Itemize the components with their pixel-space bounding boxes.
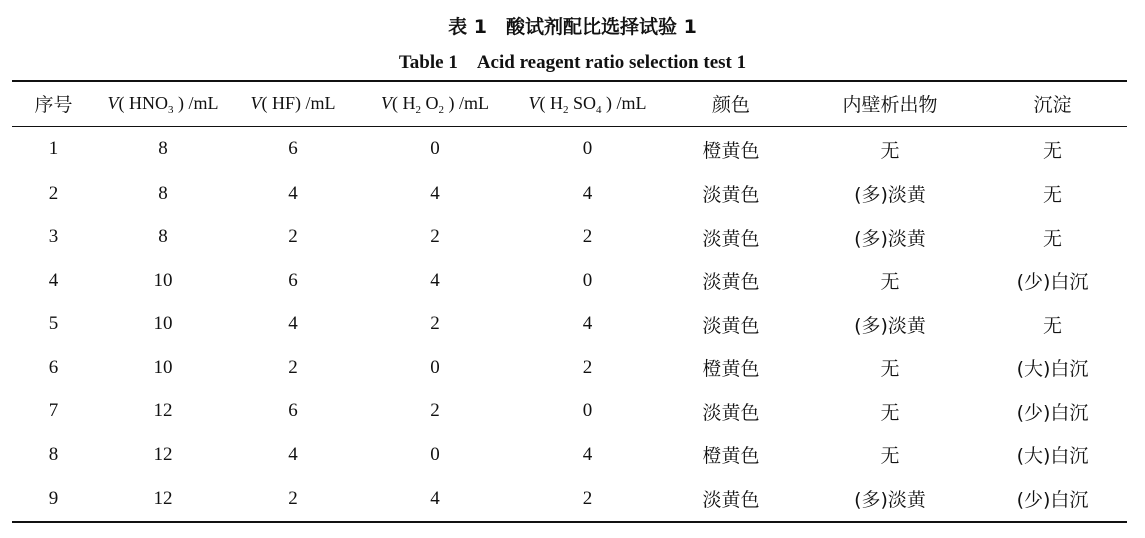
cell-hf: 2 [288,356,298,378]
cell-color: 淡黄色 [702,314,760,337]
col-header-hno3: V( $HNO_3$ ) /mL [95,81,231,126]
col-header-hf: V( HF) /mL [231,81,355,126]
cell-hno3: 10 [153,313,173,335]
cell-precip: 无 [1042,139,1062,162]
table-row [12,346,1127,390]
cell-h2o2: 2 [430,313,440,335]
cell-hno3: 10 [153,269,173,291]
cell-h2o2: 4 [430,269,440,291]
cell-color: 橙黄色 [702,358,760,381]
cell-hno3: 12 [153,400,173,422]
cell-wall: (多)淡黄 [802,477,978,522]
table-row [12,259,1127,303]
cell-wall: 无 [880,271,900,294]
cell-h2so4: 2 [582,356,593,378]
cell-hno3: 8 [158,138,168,160]
cell-seq: 6 [48,356,59,378]
table-row [12,126,1127,172]
cell-precip: (大)白沉 [1016,358,1089,381]
cell-h2so4: 2 [582,226,593,248]
cell-hno3: 8 [158,226,168,248]
col-header-precip: 沉淀 [978,81,1127,126]
cell-hf: 6 [288,138,298,160]
cell-precip: (大)白沉 [1016,445,1089,468]
table-row [12,303,1127,347]
cell-wall: 无 [880,445,900,468]
header-row [12,81,1127,126]
cell-hf: 4 [288,182,298,204]
cell-hf: 4 [288,443,298,465]
table-row [12,433,1127,477]
cell-hno3: 8 [158,182,168,204]
table-title-cn: 表 1 酸试剂配比选择试验 1 [448,16,697,38]
cell-wall: (多)淡黄 [854,227,926,250]
cell-h2so4: 0 [582,138,593,160]
cell-precip: 无 [1042,227,1062,250]
cell-h2so4: 0 [582,269,593,291]
cell-seq: 9 [12,477,95,522]
col-header-h2so4: V( $H_2$ $SO_4$ ) /mL [515,81,660,126]
cell-precip: (少)白沉 [1016,271,1089,294]
cell-hf: 6 [288,269,298,291]
col-header-seq: 序号 [12,81,95,126]
cell-h2so4: 2 [515,477,660,522]
table-row [12,172,1127,216]
cell-wall: 无 [880,139,900,162]
cell-precip: (少)白沉 [1016,401,1089,424]
cell-hf: 2 [288,226,298,248]
cell-color: 淡黄色 [702,271,760,294]
cell-seq: 5 [48,313,59,335]
cell-wall: (多)淡黄 [854,184,926,207]
data-table [12,80,1127,523]
cell-seq: 1 [48,138,59,160]
cell-h2o2: 2 [430,226,440,248]
table-row [12,216,1127,260]
table-row [12,477,1127,522]
cell-h2o2: 0 [430,138,440,160]
cell-hf: 2 [231,477,355,522]
cell-wall: (多)淡黄 [854,314,926,337]
cell-h2o2: 2 [430,400,440,422]
cell-seq: 7 [48,400,59,422]
cell-hf: 4 [288,313,298,335]
table-title-en: Table 1 Acid reagent ratio selection test 1 [398,52,747,73]
cell-h2o2: 4 [430,182,440,204]
cell-hno3: 10 [153,356,173,378]
cell-wall: 无 [880,401,900,424]
cell-color: 橙黄色 [702,445,760,468]
cell-precip: (少)白沉 [978,477,1127,522]
col-header-wall: 内壁析出物 [802,81,978,126]
col-header-h2o2: V( $H_2$ $O_2$ ) /mL [355,81,515,126]
cell-color: 淡黄色 [702,227,760,250]
cell-h2so4: 4 [582,182,593,204]
cell-precip: 无 [1042,314,1062,337]
cell-color: 淡黄色 [702,184,760,207]
cell-h2o2: 0 [430,356,440,378]
col-header-color: 颜色 [660,81,802,126]
cell-seq: 2 [48,182,59,204]
cell-seq: 3 [48,226,59,248]
cell-seq: 8 [48,443,59,465]
cell-hno3: 12 [95,477,231,522]
cell-seq: 4 [48,269,59,291]
cell-precip: 无 [1042,184,1062,207]
cell-color: 淡黄色 [660,477,802,522]
cell-h2so4: 4 [582,443,593,465]
cell-color: 橙黄色 [702,139,760,162]
cell-wall: 无 [880,358,900,381]
cell-hno3: 12 [153,443,173,465]
cell-color: 淡黄色 [702,401,760,424]
cell-h2so4: 4 [582,313,593,335]
cell-h2o2: 0 [430,443,440,465]
cell-h2o2: 4 [355,477,515,522]
table-row [12,390,1127,434]
cell-hf: 6 [288,400,298,422]
cell-h2so4: 0 [582,400,593,422]
